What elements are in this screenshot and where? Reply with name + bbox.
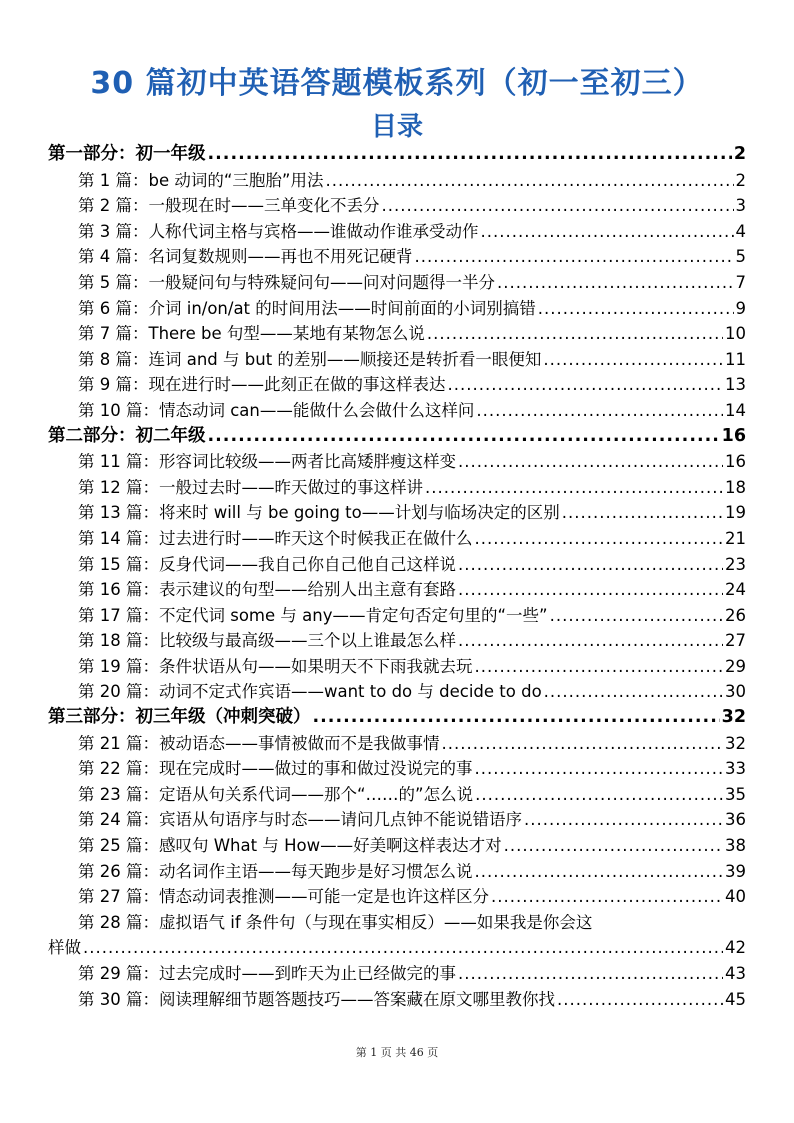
- dot-leader: [458, 552, 723, 578]
- entry-title: 第 19 篇：条件状语从句——如果明天不下雨我就去玩: [78, 656, 473, 676]
- page-number: 32: [725, 733, 746, 753]
- dot-leader: [475, 859, 724, 885]
- dot-leader: [475, 756, 724, 782]
- toc-entry[interactable]: [48, 987, 746, 1013]
- dot-leader: [382, 193, 734, 219]
- toc-entry[interactable]: [48, 654, 746, 680]
- toc-entry[interactable]: [48, 782, 746, 808]
- page-number: 19: [725, 503, 746, 523]
- page-number: 2: [735, 170, 746, 190]
- page-number: 23: [725, 554, 746, 574]
- entry-title: 第 13 篇：将来时 will 与 be going to——计划与临场决定的区别: [78, 503, 560, 523]
- entry-title: 第 12 篇：一般过去时——昨天做过的事这样讲: [78, 477, 423, 497]
- toc-entry[interactable]: [48, 347, 746, 373]
- toc-entry[interactable]: [48, 321, 746, 347]
- entry-title: 第 2 篇：一般现在时——三单变化不丢分: [78, 196, 380, 216]
- page-number: 35: [725, 784, 746, 804]
- dot-leader: [504, 833, 723, 859]
- page-number: 42: [725, 938, 746, 958]
- dot-leader: [475, 526, 724, 552]
- entry-title: 第 5 篇：一般疑问句与特殊疑问句——问对问题得一半分: [78, 272, 495, 292]
- dot-leader: [543, 347, 723, 373]
- dot-leader: [313, 705, 720, 731]
- page-number: 24: [725, 580, 746, 600]
- toc-entry[interactable]: [48, 961, 746, 987]
- page-number: 32: [721, 707, 746, 728]
- page-number: 36: [725, 810, 746, 830]
- toc-part-heading[interactable]: [48, 424, 746, 450]
- page-number: 16: [725, 452, 746, 472]
- part-title: 第二部分：初二年级: [48, 425, 206, 446]
- entry-title: 第 26 篇：动名词作主语——每天跑步是好习惯怎么说: [78, 861, 473, 881]
- toc-entry[interactable]: [48, 449, 746, 475]
- entry-title: 第 30 篇：阅读理解细节题答题技巧——答案藏在原文哪里教你找: [78, 989, 555, 1009]
- page-number: 10: [725, 324, 746, 344]
- page-number: 43: [725, 964, 746, 983]
- dot-leader: [458, 577, 723, 603]
- dot-leader: [550, 603, 723, 629]
- entry-title: 第 18 篇：比较级与最高级——三个以上谁最怎么样: [78, 631, 456, 651]
- page-number: 11: [725, 349, 746, 369]
- dot-leader: [458, 961, 723, 987]
- dot-leader: [557, 987, 723, 1013]
- entry-title: 第 7 篇：There be 句型——某地有某物怎么说: [78, 324, 425, 344]
- dot-leader: [448, 372, 724, 398]
- page-number: 14: [725, 400, 746, 420]
- toc-entry[interactable]: [48, 270, 746, 296]
- dot-leader: [325, 168, 733, 194]
- table-of-contents: [48, 142, 746, 1012]
- entry-title: 第 4 篇：名词复数规则——再也不用死记硬背: [78, 247, 413, 267]
- entry-title: 第 27 篇：情态动词表推测——可能一定是也许这样区分: [78, 887, 489, 907]
- page-number: 21: [725, 528, 746, 548]
- toc-entry[interactable]: [48, 756, 746, 782]
- toc-entry[interactable]: [48, 296, 746, 322]
- toc-entry[interactable]: [48, 398, 746, 424]
- page-number: 16: [721, 425, 746, 446]
- page-number: 39: [725, 861, 746, 881]
- entry-title: 第 29 篇：过去完成时——到昨天为止已经做完的事: [78, 964, 456, 983]
- page-number: 26: [725, 605, 746, 625]
- entry-title: 第 11 篇：形容词比较级——两者比高矮胖瘦这样变: [78, 452, 456, 472]
- toc-entry[interactable]: [48, 731, 746, 757]
- toc-heading: 目录: [370, 112, 423, 142]
- dot-leader: [442, 731, 724, 757]
- toc-part-heading[interactable]: [48, 142, 746, 168]
- entry-title: 第 6 篇：介词 in/on/at 的时间用法——时间前面的小词别搞错: [78, 298, 536, 318]
- page-number: 7: [735, 272, 746, 292]
- page-number: 3: [735, 196, 746, 216]
- dot-leader: [83, 935, 723, 961]
- toc-entry[interactable]: [48, 552, 746, 578]
- toc-entry[interactable]: [48, 168, 746, 194]
- dot-leader: [524, 807, 723, 833]
- page-number: 13: [725, 375, 746, 395]
- page-number: 9: [735, 298, 746, 318]
- entry-title: 第 17 篇：不定代词 some 与 any——肯定句否定句里的“一些”: [78, 605, 548, 625]
- entry-title: 第 28 篇：虚拟语气 if 条件句（与现在事实相反）——如果我是你会这: [78, 912, 593, 932]
- toc-entry[interactable]: [48, 807, 746, 833]
- entry-title: 第 23 篇：定语从句关系代词——那个“……的”怎么说: [78, 784, 474, 804]
- dot-leader: [427, 321, 723, 347]
- page-number: 27: [725, 631, 746, 651]
- dot-leader: [475, 782, 723, 808]
- toc-entry[interactable]: [48, 500, 746, 526]
- toc-entry[interactable]: [48, 577, 746, 603]
- entry-title: 第 1 篇：be 动词的“三胞胎”用法: [78, 170, 324, 190]
- toc-entry[interactable]: [48, 219, 746, 245]
- toc-entry[interactable]: [48, 526, 746, 552]
- toc-entry[interactable]: [48, 628, 746, 654]
- page-number: 2: [733, 144, 746, 164]
- dot-leader: [475, 654, 724, 680]
- dot-leader: [481, 219, 734, 245]
- part-title: 第一部分：初一年级: [48, 144, 206, 164]
- toc-entry-line[interactable]: [48, 910, 746, 936]
- entry-title: 第 20 篇：动词不定式作宾语——want to do 与 decide to do: [78, 682, 542, 702]
- dot-leader: [491, 884, 723, 910]
- entry-title: 第 3 篇：人称代词主格与宾格——谁做动作谁承受动作: [78, 221, 479, 241]
- toc-entry-continuation[interactable]: [48, 935, 746, 961]
- entry-title: 第 25 篇：感叹句 What 与 How——好美啊这样表达才对: [78, 836, 502, 856]
- dot-leader: [497, 270, 734, 296]
- entry-title: 第 16 篇：表示建议的句型——给别人出主意有套路: [78, 580, 456, 600]
- toc-entry[interactable]: [48, 244, 746, 270]
- entry-title: 第 8 篇：连词 and 与 but 的差别——顺接还是转折看一眼便知: [78, 349, 542, 369]
- entry-title: 第 22 篇：现在完成时——做过的事和做过没说完的事: [78, 759, 473, 779]
- entry-title: 第 14 篇：过去进行时——昨天这个时候我正在做什么: [78, 528, 473, 548]
- toc-entry[interactable]: [48, 475, 746, 501]
- toc-entry[interactable]: [48, 372, 746, 398]
- toc-entry[interactable]: [48, 193, 746, 219]
- page-footer: 第 1 页 共 46 页: [355, 1046, 439, 1059]
- entry-title: 第 10 篇：情态动词 can——能做什么会做什么这样问: [78, 400, 475, 420]
- page-number: 40: [725, 887, 746, 907]
- page-number: 30: [725, 682, 746, 702]
- dot-leader: [458, 628, 723, 654]
- dot-leader: [476, 398, 723, 424]
- toc-entry[interactable]: [48, 603, 746, 629]
- page-number: 5: [735, 247, 746, 267]
- dot-leader: [544, 679, 723, 705]
- part-title: 第三部分：初三年级（冲刺突破）: [48, 707, 311, 728]
- dot-leader: [208, 424, 720, 450]
- entry-title: 第 24 篇：宾语从句语序与时态——请问几点钟不能说错语序: [78, 810, 522, 830]
- page-number: 33: [725, 759, 746, 779]
- dot-leader: [562, 500, 723, 526]
- toc-entry[interactable]: [48, 859, 746, 885]
- entry-title: 第 21 篇：被动语态——事情被做而不是我做事情: [78, 733, 440, 753]
- dot-leader: [458, 449, 723, 475]
- dot-leader: [425, 475, 723, 501]
- toc-part-heading[interactable]: [48, 705, 746, 731]
- entry-title: 第 9 篇：现在进行时——此刻正在做的事这样表达: [78, 375, 446, 395]
- toc-entry[interactable]: [48, 884, 746, 910]
- toc-entry[interactable]: [48, 833, 746, 859]
- page-number: 45: [725, 989, 746, 1009]
- dot-leader: [208, 142, 732, 168]
- page-number: 18: [725, 477, 746, 497]
- page-number: 29: [725, 656, 746, 676]
- dot-leader: [538, 296, 734, 322]
- entry-title-continued: 样做: [48, 938, 81, 958]
- document-title: 30 篇初中英语答题模板系列（初一至初三）: [90, 66, 704, 101]
- page-number: 4: [735, 221, 746, 241]
- page-number: 38: [725, 836, 746, 856]
- toc-entry[interactable]: [48, 679, 746, 705]
- dot-leader: [415, 244, 734, 270]
- entry-title: 第 15 篇：反身代词——我自己你自己他自己这样说: [78, 554, 456, 574]
